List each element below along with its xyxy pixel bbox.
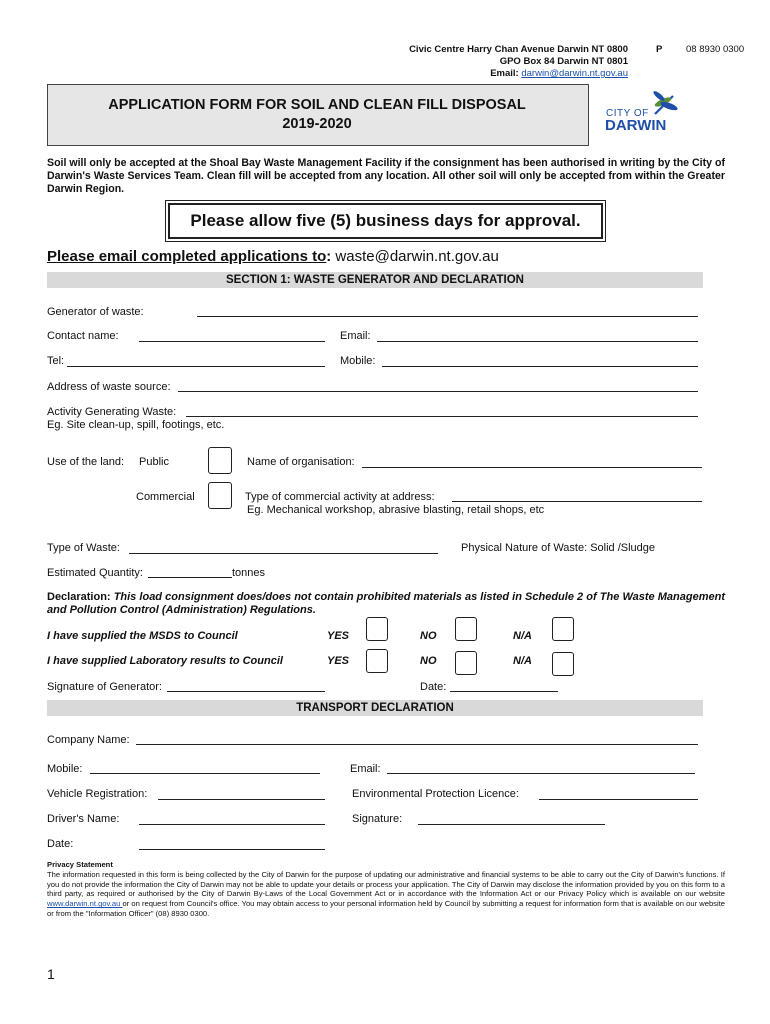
page-number: 1 xyxy=(47,966,55,982)
header-email-row xyxy=(300,68,628,80)
header-email-label: Email: xyxy=(490,68,519,79)
generator-signature-label: Signature of Generator: xyxy=(47,681,162,693)
header-contact xyxy=(300,44,628,80)
address-field[interactable] xyxy=(178,391,698,392)
vehicle-registration-field[interactable] xyxy=(158,799,325,800)
contact-name-label: Contact name: xyxy=(47,330,119,342)
submit-colon: : xyxy=(326,248,332,265)
use-of-land-label: Use of the land: xyxy=(47,456,125,468)
transport-signature-label: Signature: xyxy=(352,813,403,825)
approval-notice: Please allow five (5) business days for approval. xyxy=(168,203,603,239)
transport-date-field[interactable] xyxy=(139,849,325,850)
tonnes-label: tonnes xyxy=(232,567,266,579)
privacy-text: The information requested in this form is being collected by the City of Darwin for the purpose of updating our administrative and financial systems to be able to carry out the City of Darwin's functions. If you do not provide the information the City of Darwin may not be able to update your details or process your application. The City of Darwin may disclose the information provided by you on this form to a third party, as required or authorised by the City of Darwin By-Laws of the Local Government Act or in accordance with the Information Act or our Privacy Policy which is available on our website xyxy=(47,869,725,899)
public-checkbox[interactable] xyxy=(208,447,232,474)
form-title-line1: APPLICATION FORM FOR SOIL AND CLEAN FILL DISPOSAL xyxy=(108,97,526,113)
commercial-type-field[interactable] xyxy=(452,501,702,502)
msds-yes-label: YES xyxy=(327,630,350,642)
msds-no-label: NO xyxy=(420,630,437,642)
transport-signature-field[interactable] xyxy=(418,824,605,825)
email-field[interactable] xyxy=(377,341,698,342)
activity-example: Eg. Site clean-up, spill, footings, etc. xyxy=(47,419,225,431)
section1-header: SECTION 1: WASTE GENERATOR AND DECLARATION xyxy=(47,272,703,288)
submit-label: Please email completed applications to xyxy=(47,248,327,265)
type-of-waste-label: Type of Waste: xyxy=(47,542,120,554)
logo-text-bottom: DARWIN xyxy=(605,117,667,134)
logo-text-top: CITY OF xyxy=(606,108,649,119)
estimated-quantity-field[interactable] xyxy=(148,577,232,578)
mobile-field[interactable] xyxy=(382,366,698,367)
estimated-quantity-label: Estimated Quantity: xyxy=(47,567,143,579)
lab-yes-label: YES xyxy=(327,655,350,667)
epl-label: Environmental Protection Licence: xyxy=(352,788,519,800)
msds-na-label: N/A xyxy=(513,630,532,642)
public-label: Public xyxy=(139,456,169,468)
header-po-box: GPO Box 84 Darwin NT 0801 xyxy=(499,56,628,67)
tel-field[interactable] xyxy=(67,366,325,367)
vehicle-registration-label: Vehicle Registration: xyxy=(47,788,148,800)
lab-na-checkbox[interactable] xyxy=(552,652,574,676)
transport-email-field[interactable] xyxy=(387,773,695,774)
commercial-example: Eg. Mechanical workshop, abrasive blasting, retail shops, etc xyxy=(247,504,545,516)
msds-no-checkbox[interactable] xyxy=(455,617,477,641)
generator-date-field[interactable] xyxy=(450,691,558,692)
transport-date-label: Date: xyxy=(47,838,74,850)
driver-name-field[interactable] xyxy=(139,824,325,825)
generator-signature-field[interactable] xyxy=(167,691,325,692)
msds-label: I have supplied the MSDS to Council xyxy=(47,630,238,642)
transport-header: TRANSPORT DECLARATION xyxy=(47,700,703,716)
type-of-waste-field[interactable] xyxy=(129,553,438,554)
epl-field[interactable] xyxy=(539,799,698,800)
privacy-text-end: or on request from Council's office. You may obtain access to your personal information held by Council by submitting a request for information form that is available on our website or from the "Information Officer" (08) 8930 0300. xyxy=(47,899,725,918)
header-phone-label: P xyxy=(656,44,663,55)
transport-mobile-label: Mobile: xyxy=(47,763,83,775)
lab-no-checkbox[interactable] xyxy=(455,651,477,675)
declaration xyxy=(47,591,725,617)
declaration-label: Declaration: xyxy=(47,591,111,603)
lab-no-label: NO xyxy=(420,655,437,667)
company-name-field[interactable] xyxy=(136,744,698,745)
company-name-label: Company Name: xyxy=(47,734,130,746)
generator-field[interactable] xyxy=(197,316,698,317)
transport-mobile-field[interactable] xyxy=(90,773,320,774)
submit-address[interactable]: waste@darwin.nt.gov.au xyxy=(331,248,499,265)
msds-yes-checkbox[interactable] xyxy=(366,617,388,641)
privacy-statement xyxy=(47,860,725,919)
email-label: Email: xyxy=(340,330,371,342)
generator-label: Generator of waste: xyxy=(47,306,144,318)
contact-name-field[interactable] xyxy=(139,341,325,342)
privacy-heading: Privacy Statement xyxy=(47,860,113,869)
privacy-website-link[interactable]: www.darwin.nt.gov.au xyxy=(47,899,123,909)
driver-name-label: Driver's Name: xyxy=(47,813,120,825)
header-email-link[interactable]: darwin@darwin.nt.gov.au xyxy=(521,68,628,79)
commercial-label: Commercial xyxy=(136,491,195,503)
submit-email-line xyxy=(47,248,499,265)
msds-na-checkbox[interactable] xyxy=(552,617,574,641)
lab-na-label: N/A xyxy=(513,655,532,667)
org-name-label: Name of organisation: xyxy=(247,456,355,468)
intro-paragraph: Soil will only be accepted at the Shoal Bay Waste Management Facility if the consignment has been authorised in writing by the City of Darwin's Waste Services Team. Clean fill will be accepted from any location. All other soil will only be accepted from within the Greater Darwin Region. xyxy=(47,157,725,195)
generator-date-label: Date: xyxy=(420,681,447,693)
form-title-year: 2019-2020 xyxy=(282,116,352,132)
commercial-type-label: Type of commercial activity at address: xyxy=(245,491,435,503)
form-title xyxy=(47,96,587,134)
physical-nature-label: Physical Nature of Waste: Solid /Sludge xyxy=(461,542,656,554)
header-address: Civic Centre Harry Chan Avenue Darwin NT 0800 xyxy=(409,44,628,55)
activity-label: Activity Generating Waste: xyxy=(47,406,177,418)
org-name-field[interactable] xyxy=(362,467,702,468)
lab-yes-checkbox[interactable] xyxy=(366,649,388,673)
activity-field[interactable] xyxy=(186,416,698,417)
lab-label: I have supplied Laboratory results to Council xyxy=(47,655,283,667)
header-phone: 08 8930 0300 xyxy=(686,44,745,55)
tel-label: Tel: xyxy=(47,355,65,367)
declaration-text: This load consignment does/does not contain prohibited materials as listed in Schedule 2 of The Waste Management and Pollution Control (Administration) Regulations. xyxy=(47,591,725,616)
transport-email-label: Email: xyxy=(350,763,381,775)
address-label: Address of waste source: xyxy=(47,381,171,393)
mobile-label: Mobile: xyxy=(340,355,376,367)
commercial-checkbox[interactable] xyxy=(208,482,232,509)
